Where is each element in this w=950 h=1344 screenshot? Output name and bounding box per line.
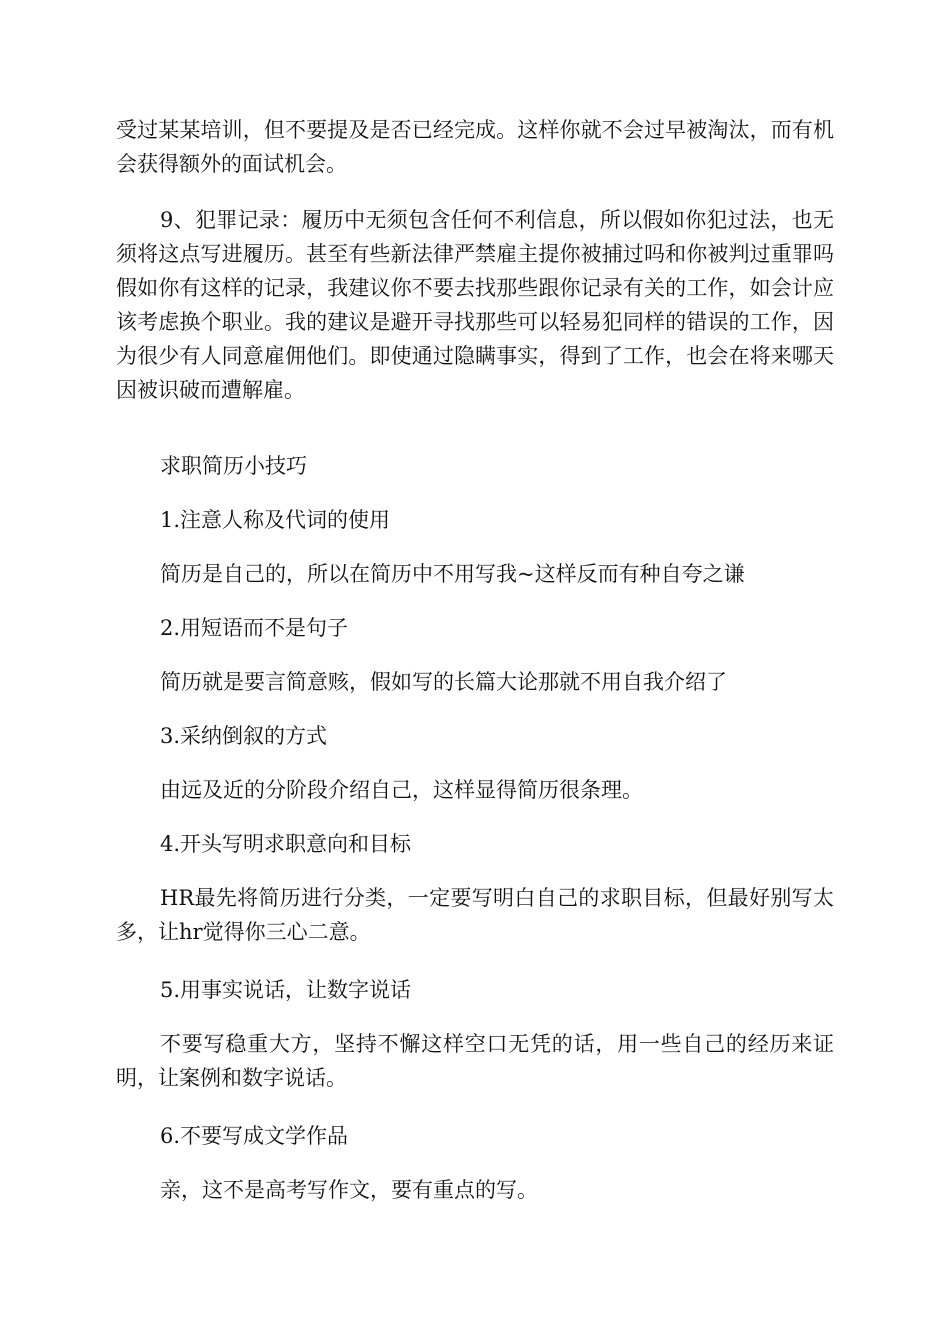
section-heading: 求职简历小技巧 — [160, 454, 307, 478]
tip-body-2: 简历就是要言简意赅，假如写的长篇大论那就不用自我介绍了 — [160, 670, 727, 694]
tip-heading-2: 2.用短语而不是句子 — [160, 616, 349, 640]
tip-body-3: 由远及近的分阶段介绍自己，这样显得简历很条理。 — [160, 778, 643, 802]
tip-body-4: HR最先将简历进行分类，一定要写明白自己的求职目标，但最好别写太多，让hr觉得你三心二意。 — [116, 886, 834, 944]
tip-heading-5: 5.用事实说话，让数字说话 — [160, 978, 412, 1002]
tip-heading-3: 3.采纳倒叙的方式 — [160, 724, 328, 748]
tip-body-1: 简历是自己的，所以在简历中不用写我~这样反而有种自夸之谦 — [160, 562, 745, 586]
tip-body-5: 不要写稳重大方，坚持不懈这样空口无凭的话，用一些自己的经历来证明，让案例和数字说话。 — [116, 1032, 834, 1090]
tip-heading-1: 1.注意人称及代词的使用 — [160, 508, 391, 532]
tip-heading-6: 6.不要写成文学作品 — [160, 1124, 349, 1148]
paragraph-criminal-record: 9、犯罪记录：履历中无须包含任何不利信息，所以假如你犯过法，也无须将这点写进履历。甚至有些新法律严禁雇主提你被捕过吗和你被判过重罪吗假如你有这样的记录，我建议你不要去找那些跟你记录有关的工作，如会计应该考虑换个职业。我的建议是避开寻找那些可以轻易犯同样的错误的工作，因为很少有人同意雇佣他们。即使通过隐瞒事实，得到了工作，也会在将来哪天因被识破而遭解雇。 — [116, 208, 834, 402]
tip-body-6: 亲，这不是高考写作文，要有重点的写。 — [160, 1178, 538, 1202]
paragraph-training-continued: 受过某某培训，但不要提及是否已经完成。这样你就不会过早被淘汰，而有机会获得额外的面试机会。 — [116, 118, 834, 176]
tip-heading-4: 4.开头写明求职意向和目标 — [160, 832, 412, 856]
